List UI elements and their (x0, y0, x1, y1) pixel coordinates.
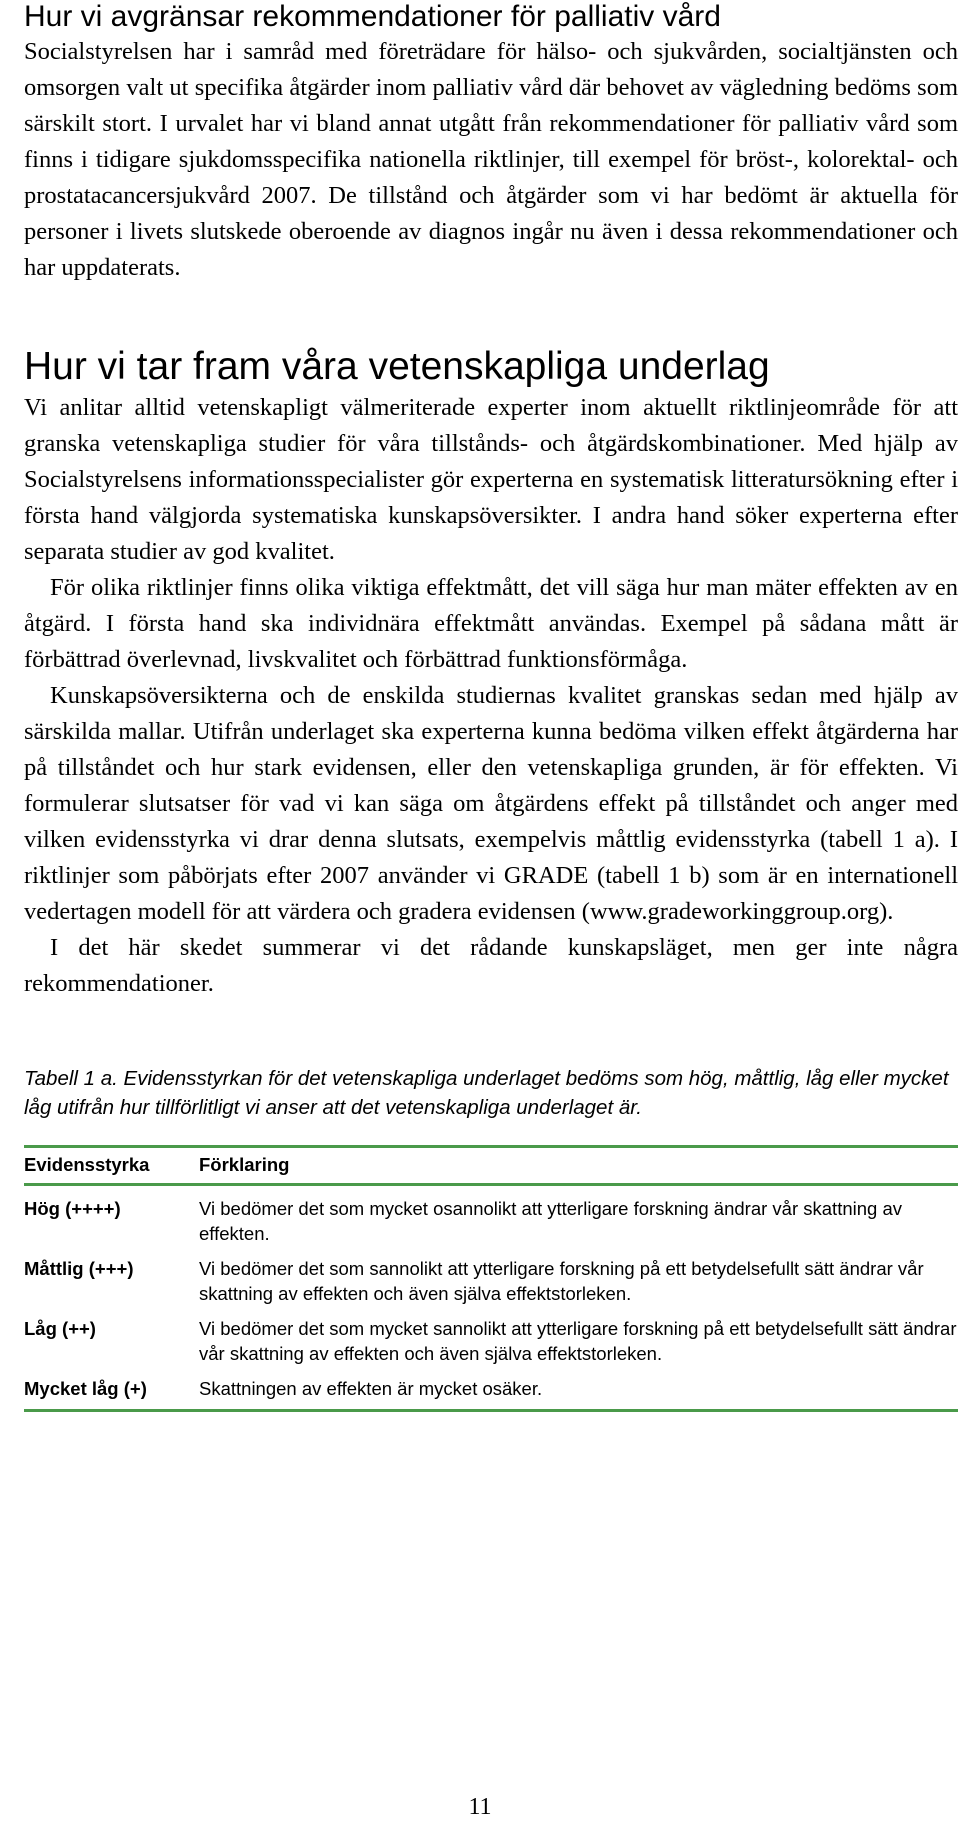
row-grade: Mycket låg (+) (24, 1372, 199, 1411)
row-grade: Hög (++++) (24, 1198, 121, 1219)
scope-paragraph: Socialstyrelsen har i samråd med företrädare för hälso- och sjukvården, socialtjänsten och omsorgen valt ut specifika åtgärder inom palliativ vård där behovet av vägledning bedöms som särskilt stort. I urvalet har vi bland annat utgått från rekommendationer för palliativ vård som finns i tidigare sjukdomsspecifika nationella riktlinjer, till exempel för bröst-, kolorektal- och prostatacancersjukvård 2007. De tillstånd och åtgärder som vi har bedömt är aktuella för personer i livets slutskede oberoende av diagnos ingår nu även i dessa rekommendationer och har uppdaterats. (24, 38, 958, 281)
row-grade: Låg (++) (24, 1318, 96, 1339)
evidence-paragraph-4: I det här skedet summerar vi det rådande kunskapsläget, men ger inte några rekommendationer. (24, 934, 958, 997)
header-forklaring: Förklaring (199, 1147, 958, 1185)
row-explanation: Skattningen av effekten är mycket osäker. (199, 1372, 958, 1411)
table-row (24, 1252, 958, 1312)
evidence-table (24, 1145, 958, 1412)
section-heading-scope: Hur vi avgränsar rekommendationer för palliativ vård (24, 0, 721, 33)
evidence-paragraph-2: För olika riktlinjer finns olika viktiga effektmått, det vill säga hur man mäter effekten av en åtgärd. I första hand ska individnära effektmått användas. Exempel på sådana mått är förbättrad överlevnad, livskvalitet och förbättrad funktionsförmåga. (24, 574, 958, 673)
row-explanation: Vi bedömer det som mycket osannolikt att ytterligare forskning ändrar vår skattning av effekten. (199, 1198, 902, 1244)
evidence-paragraph-3: Kunskapsöversikterna och de enskilda studiernas kvalitet granskas sedan med hjälp av särskilda mallar. Utifrån underlaget ska experterna kunna bedöma vilken effekt åtgärderna har på tillståndet och hur stark evidensen, eller den vetenskapliga grunden, är för effekten. Vi formulerar slutsatser för vad vi kan säga om åtgärdens effekt på tillståndet och anger med vilken evidensstyrka vi drar denna slutsats, exempelvis måttlig evidensstyrka (tabell 1 a). I riktlinjer som påbörjats efter 2007 använder vi GRADE (tabell 1 b) som är en internationell vedertagen modell för att värdera och gradera evidensen (www.gradeworkinggroup.org). (24, 682, 958, 925)
page-number: 11 (468, 1794, 492, 1820)
table-row (24, 1372, 958, 1411)
document-page (24, 0, 958, 1412)
row-grade: Måttlig (+++) (24, 1258, 134, 1279)
table-header-row (24, 1147, 958, 1185)
row-explanation: Vi bedömer det som sannolikt att ytterligare forskning på ett betydelsefullt sätt ändrar vår skattning av effekten och även själva effektstorleken. (199, 1258, 924, 1304)
section-heading-evidence: Hur vi tar fram våra vetenskapliga underlag (24, 345, 770, 388)
table-row (24, 1312, 958, 1372)
table-caption: Tabell 1 a. Evidensstyrkan för det vetenskapliga underlaget bedöms som hög, måttlig, låg eller mycket låg utifrån hur tillförlitligt vi anser att det vetenskapliga underlaget är. (24, 1067, 949, 1119)
row-explanation: Vi bedömer det som mycket sannolikt att ytterligare forskning på ett betydelsefullt sätt ändrar vår skattning av effekten och även själva effektstorleken. (199, 1318, 957, 1364)
evidence-paragraph-1: Vi anlitar alltid vetenskapligt välmeriterade experter inom aktuellt riktlinjeområde för att granska vetenskapliga studier för våra tillstånds- och åtgärdskombinationer. Med hjälp av Socialstyrelsens informationsspecialister gör experterna en systematisk litteratursökning efter i första hand välgjorda systematiska kunskapsöversikter. I andra hand söker experterna efter separata studier av god kvalitet. (24, 394, 958, 565)
table-row (24, 1185, 958, 1253)
header-evidensstyrka: Evidensstyrka (24, 1147, 199, 1185)
